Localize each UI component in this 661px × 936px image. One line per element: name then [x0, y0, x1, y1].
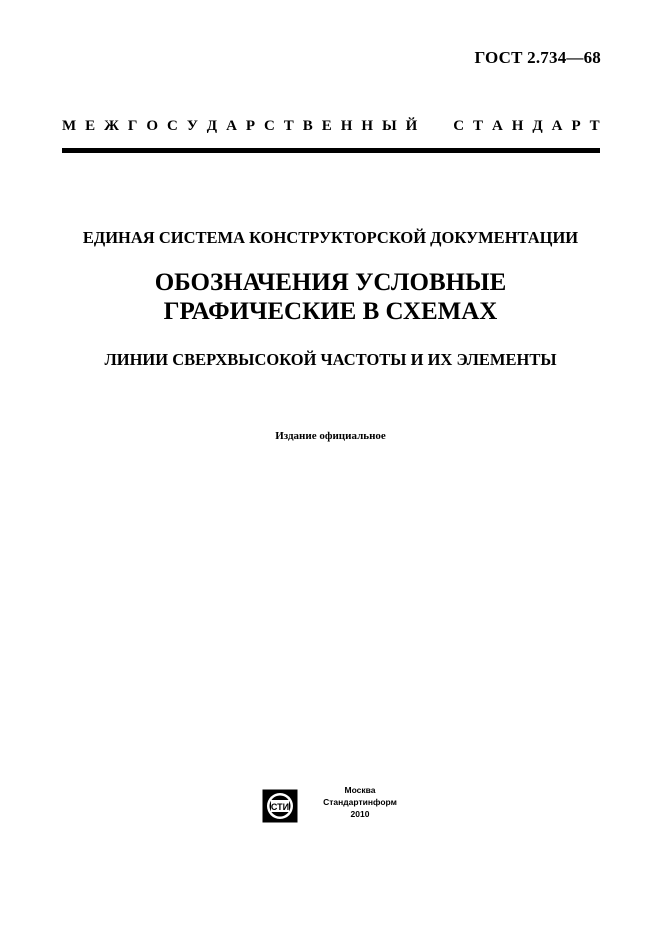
interstate-letter: А [226, 118, 237, 134]
publisher-info [305, 784, 415, 820]
interstate-letter: Е [321, 118, 332, 134]
publisher-name: Стандартинформ [323, 797, 397, 807]
word-gap [426, 118, 444, 135]
interstate-letter: О [146, 118, 159, 134]
interstate-letter: В [302, 118, 313, 134]
interstate-letter: А [551, 118, 563, 134]
publisher-city: Москва [344, 785, 376, 795]
interstate-letter: С [263, 118, 275, 134]
interstate-standard-label [62, 118, 600, 135]
interstate-letter: С [167, 118, 178, 134]
main-title-line-2: ГРАФИЧЕСКИЕ В СХЕМАХ [163, 298, 498, 325]
main-title-line-1: ОБОЗНАЧЕНИЯ УСЛОВНЫЕ [154, 269, 507, 296]
interstate-letter: Р [245, 118, 256, 134]
publication-year: 2010 [350, 809, 370, 819]
interstate-letter: Ж [104, 118, 119, 134]
interstate-letter: Д [532, 118, 543, 134]
interstate-letter: Т [283, 118, 294, 134]
interstate-letter: М [62, 118, 77, 134]
main-title [0, 268, 661, 326]
gost-number: ГОСТ 2.734—68 [474, 48, 601, 67]
interstate-letter: С [453, 118, 465, 134]
interstate-letter: Н [340, 118, 353, 134]
interstate-letter: Ы [381, 118, 397, 134]
interstate-letter: Д [206, 118, 218, 134]
system-title: ЕДИНАЯ СИСТЕМА КОНСТРУКТОРСКОЙ ДОКУМЕНТАЦИИ [82, 228, 579, 247]
interstate-letter: Е [85, 118, 96, 134]
interstate-letter: Т [589, 118, 600, 134]
interstate-letter: Н [511, 118, 524, 134]
logo-text: СТИ [270, 802, 290, 812]
edition-note: Издание официальное [275, 430, 386, 442]
header-rule [62, 148, 600, 153]
interstate-letter: А [491, 118, 503, 134]
interstate-letter: Й [405, 118, 418, 134]
interstate-letter: Р [571, 118, 581, 134]
interstate-letter: Т [473, 118, 484, 134]
interstate-letter: Н [361, 118, 373, 134]
standartinform-logo-icon [262, 789, 298, 823]
subtitle: ЛИНИИ СВЕРХВЫСОКОЙ ЧАСТОТЫ И ИХ ЭЛЕМЕНТЫ [104, 350, 557, 369]
interstate-letter: Г [127, 118, 138, 134]
interstate-letter: У [186, 118, 198, 134]
